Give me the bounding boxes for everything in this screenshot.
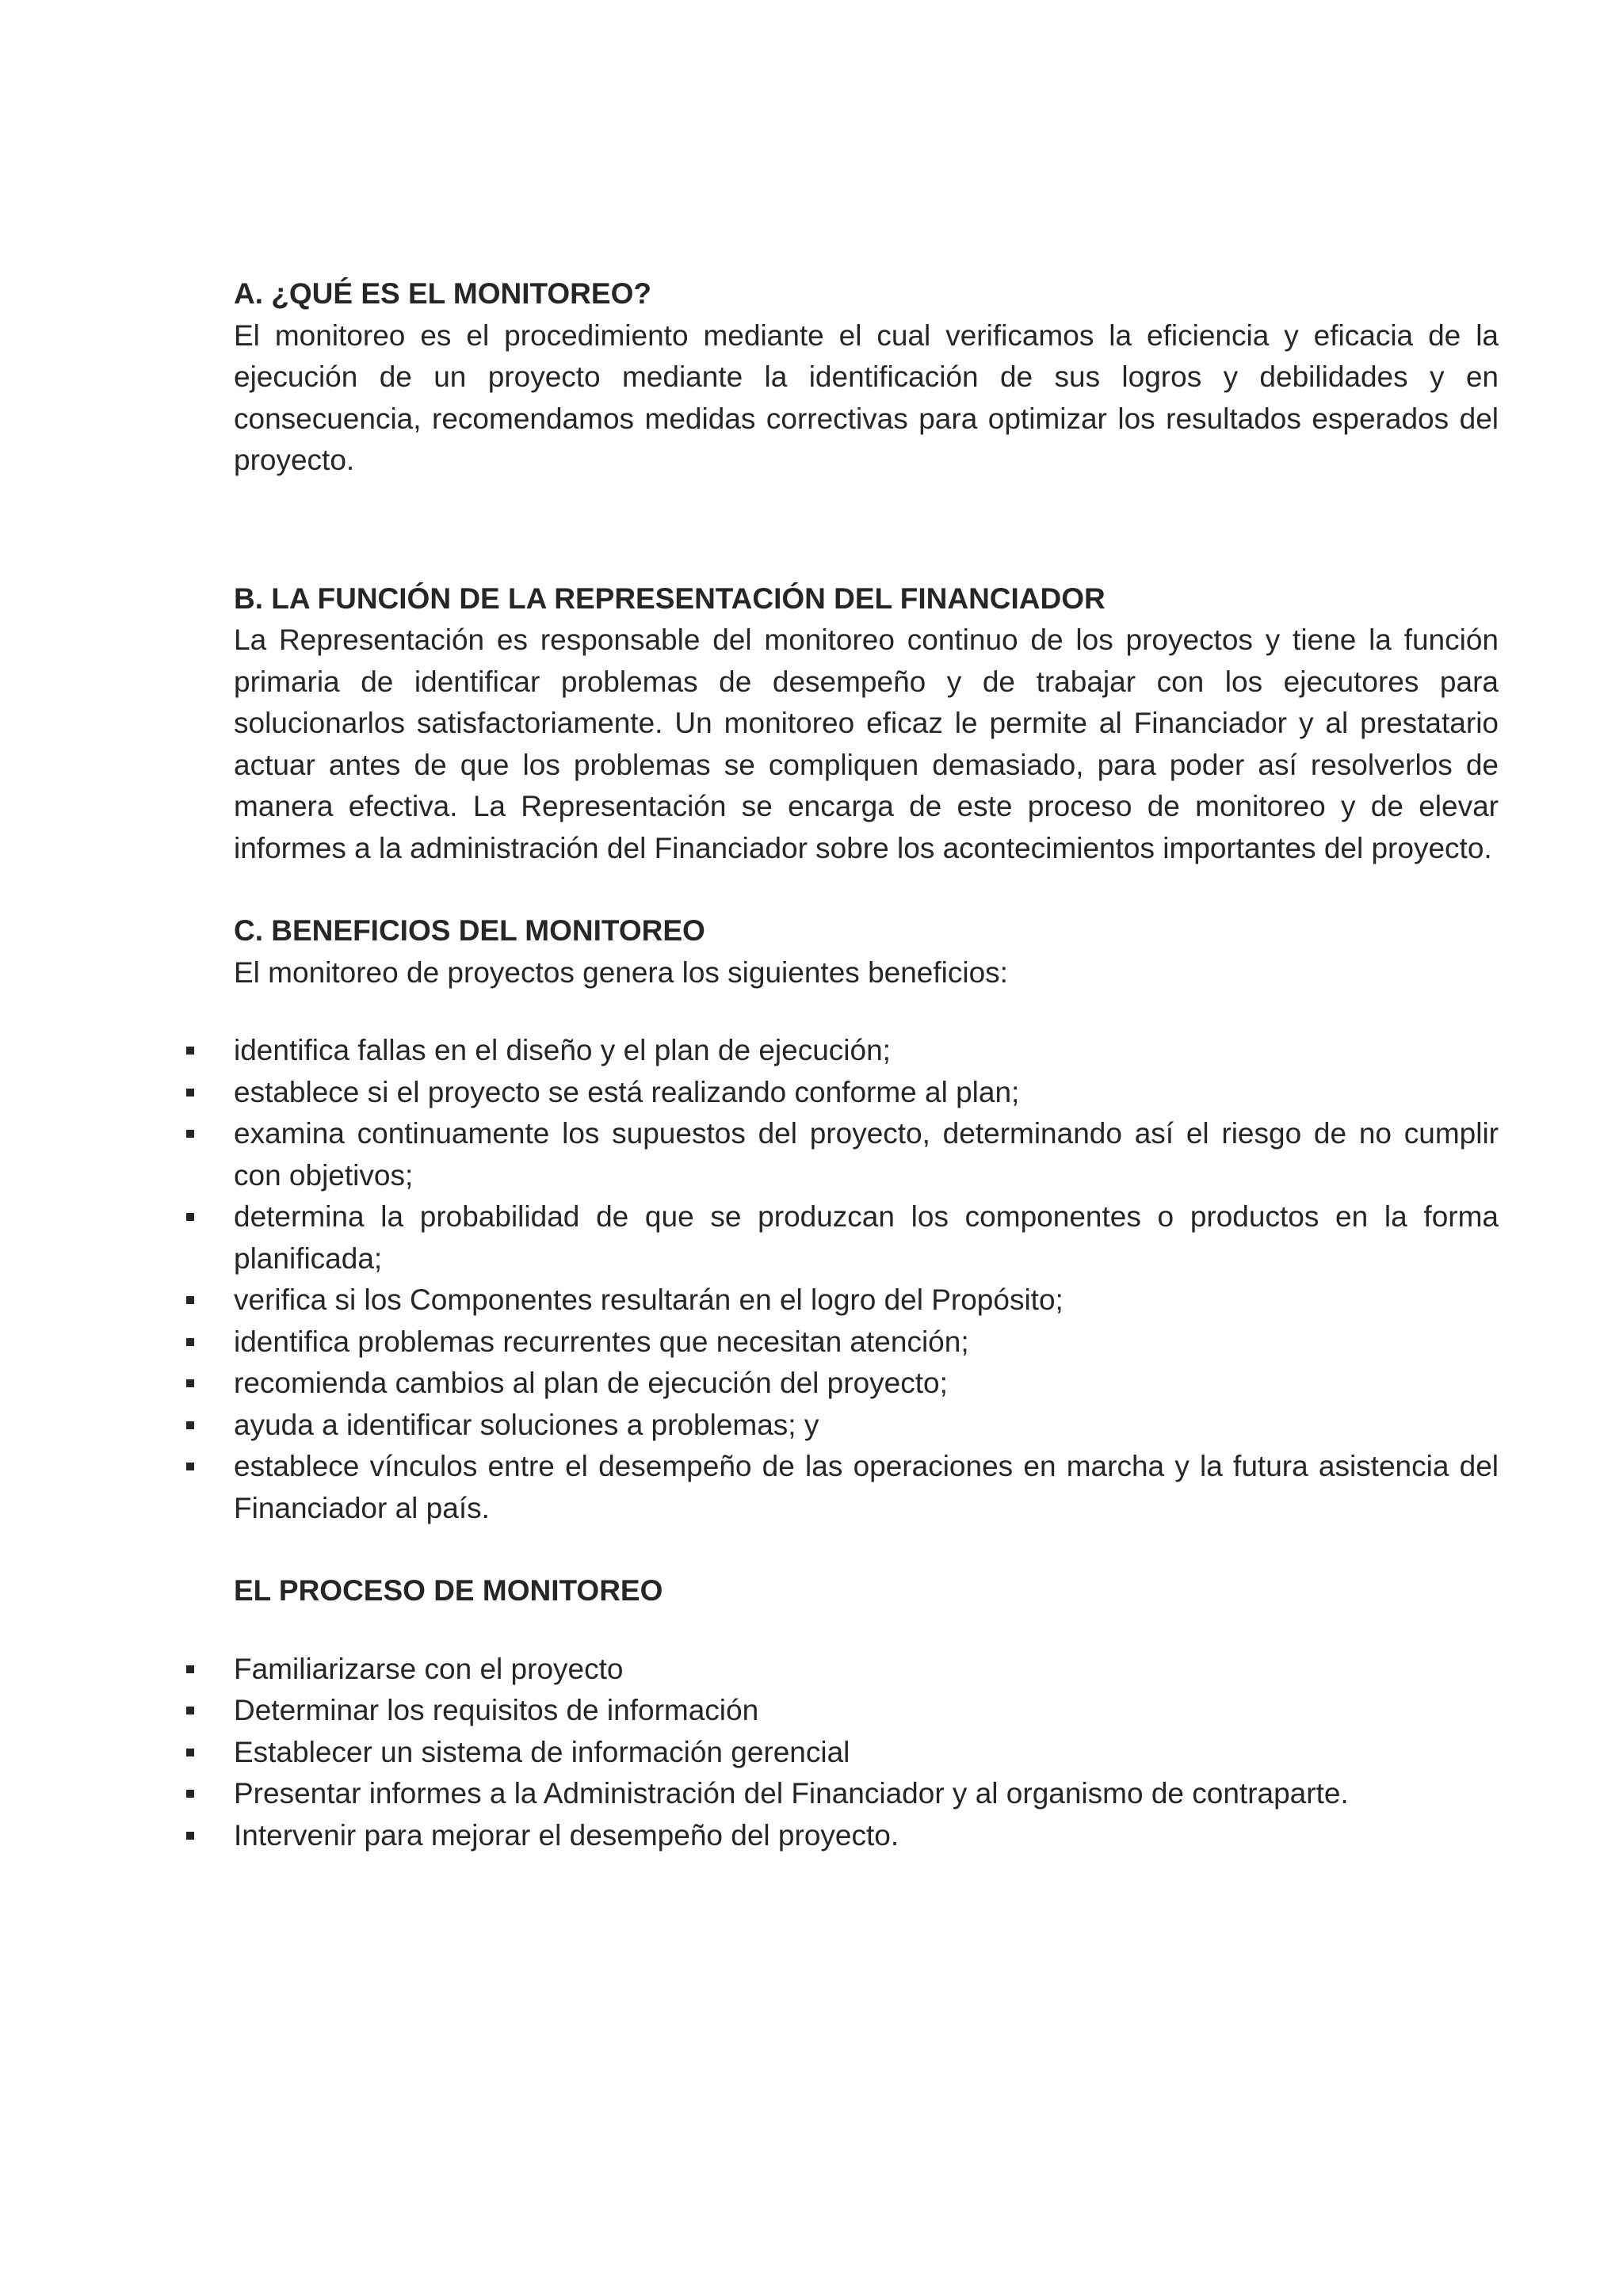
square-bullet-icon [186,1338,194,1346]
list-item: Determinar los requisitos de información [234,1690,1499,1732]
list-item: Presentar informes a la Administración del Financiador y al organismo de contraparte. [234,1773,1499,1815]
square-bullet-icon [186,1421,194,1429]
section-a-heading: A. ¿QUÉ ES EL MONITOREO? [234,277,651,310]
process-list [234,1649,1499,1857]
section-c-intro: El monitoreo de proyectos genera los siguientes beneficios: [234,955,1008,989]
square-bullet-icon [186,1832,194,1840]
section-d-heading: EL PROCESO DE MONITOREO [234,1574,663,1607]
square-bullet-icon [186,1296,194,1304]
square-bullet-icon [186,1379,194,1387]
square-bullet-icon [186,1665,194,1673]
square-bullet-icon [186,1749,194,1756]
list-item: recomienda cambios al plan de ejecución del proyecto; [234,1363,1499,1405]
list-item: Familiarizarse con el proyecto [234,1649,1499,1691]
benefits-list [234,1030,1499,1529]
list-item: identifica fallas en el diseño y el plan de ejecución; [234,1030,1499,1072]
section-b-heading: B. LA FUNCIÓN DE LA REPRESENTACIÓN DEL FINANCIADOR [234,582,1106,615]
list-item: identifica problemas recurrentes que necesitan atención; [234,1322,1499,1363]
list-item: examina continuamente los supuestos del proyecto, determinando así el riesgo de no cumplir con objetivos; [234,1113,1499,1196]
section-b-paragraph: La Representación es responsable del monitoreo continuo de los proyectos y tiene la función primaria de identificar problemas de desempeño y de trabajar con los ejecutores para solucionarlos satisfactoriamente. Un monitoreo eficaz le permite al Financiador y al prestatario actuar antes de que los problemas se compliquen demasiado, para poder así resolverlos de manera efectiva. La Representación se encarga de este proceso de monitoreo y de elevar informes a la administración del Financiador sobre los acontecimientos importantes del proyecto. [234,624,1499,864]
list-item: verifica si los Componentes resultarán en el logro del Propósito; [234,1280,1499,1322]
list-item: Intervenir para mejorar el desempeño del proyecto. [234,1815,1499,1857]
list-item: establece vínculos entre el desempeño de las operaciones en marcha y la futura asistencia del Financiador al país. [234,1446,1499,1529]
square-bullet-icon [186,1089,194,1097]
square-bullet-icon [186,1707,194,1714]
list-item: determina la probabilidad de que se produzcan los componentes o productos en la forma planificada; [234,1196,1499,1280]
list-item: ayuda a identificar soluciones a problemas; y [234,1405,1499,1447]
section-a-paragraph: El monitoreo es el procedimiento mediante el cual verificamos la eficiencia y eficacia de la ejecución de un proyecto mediante la identificación de sus logros y debilidades y en consecuencia, recomendamos medidas correctivas para optimizar los resultados esperados del proyecto. [234,318,1499,476]
list-item: Establecer un sistema de información gerencial [234,1732,1499,1774]
square-bullet-icon [186,1047,194,1055]
document-content [234,273,1499,1856]
square-bullet-icon [186,1130,194,1138]
section-c-heading: C. BENEFICIOS DEL MONITOREO [234,914,705,947]
square-bullet-icon [186,1463,194,1470]
list-item: establece si el proyecto se está realizando conforme al plan; [234,1072,1499,1114]
square-bullet-icon [186,1790,194,1798]
square-bullet-icon [186,1213,194,1221]
